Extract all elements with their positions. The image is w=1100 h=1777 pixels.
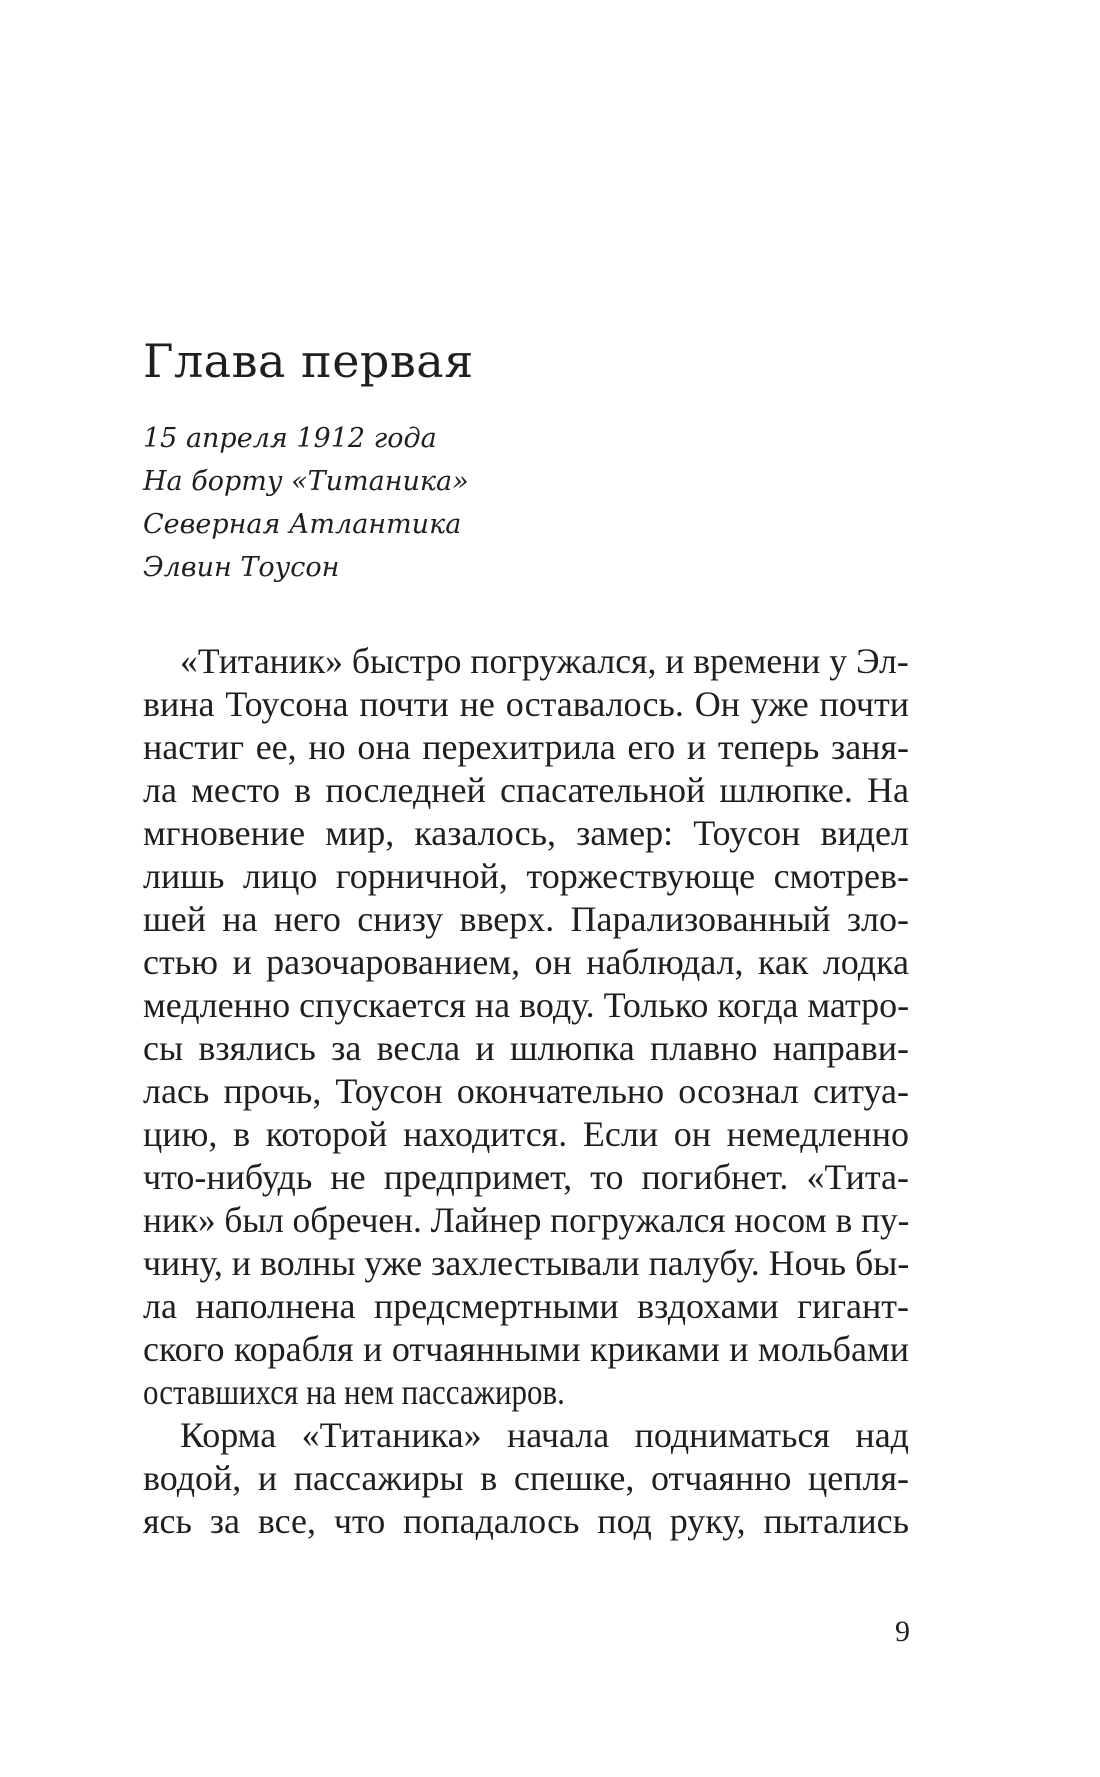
text-line: стью и разочарованием, он наблюдал, как лодка (143, 942, 909, 982)
text-line: вина Тоусона почти не оставалось. Он уже почти (143, 684, 909, 724)
text-line: цию, в которой находится. Если он немедленно (143, 1114, 909, 1154)
text-line: ник» был обречен. Лайнер погружался носом в пу- (143, 1200, 910, 1240)
chapter-location-region: Северная Атлантика (143, 509, 462, 540)
chapter-title: Глава первая (143, 334, 474, 388)
text-line: медленно спускается на воду. Только когда матро- (143, 985, 910, 1025)
text-line: ясь за все, что попадалось под руку, пытались (143, 1501, 909, 1541)
chapter-character: Элвин Тоусон (143, 552, 340, 583)
text-line: мгновение мир, казалось, замер: Тоусон видел (143, 813, 909, 853)
page-number: 9 (895, 1615, 910, 1648)
text-line: шей на него снизу вверх. Парализованный зло- (143, 899, 909, 939)
text-line: настиг ее, но она перехитрила его и теперь заня- (143, 727, 909, 767)
text-line: чину, и волны уже захлестывали палубу. Ночь бы- (143, 1243, 910, 1283)
body-text (143, 640, 909, 1543)
text-line: сы взялись за весла и шлюпка плавно направи- (143, 1028, 909, 1068)
text-line: Корма «Титаника» начала подниматься над (180, 1415, 909, 1455)
chapter-date: 15 апреля 1912 года (143, 423, 437, 454)
text-line: водой, и пассажиры в спешке, отчаянно цепля- (143, 1458, 909, 1498)
chapter-epigraph (143, 417, 469, 589)
text-line: оставшихся на нем пассажиров. (143, 1372, 565, 1412)
text-line: ла наполнена предсмертными вздохами гигант- (143, 1286, 909, 1326)
text-line: «Титаник» быстро погружался, и времени у Эл- (180, 641, 909, 681)
text-line: что-нибудь не предпримет, то погибнет. «Тита- (143, 1157, 909, 1197)
text-line: лишь лицо горничной, торжествующе смотрев- (143, 856, 909, 896)
text-line: ского корабля и отчаянными криками и мольбами (143, 1329, 909, 1369)
chapter-location-ship: На борту «Титаника» (143, 466, 469, 497)
text-line: ла место в последней спасательной шлюпке. На (143, 770, 909, 810)
text-line: лась прочь, Тоусон окончательно осознал ситуа- (143, 1071, 909, 1111)
